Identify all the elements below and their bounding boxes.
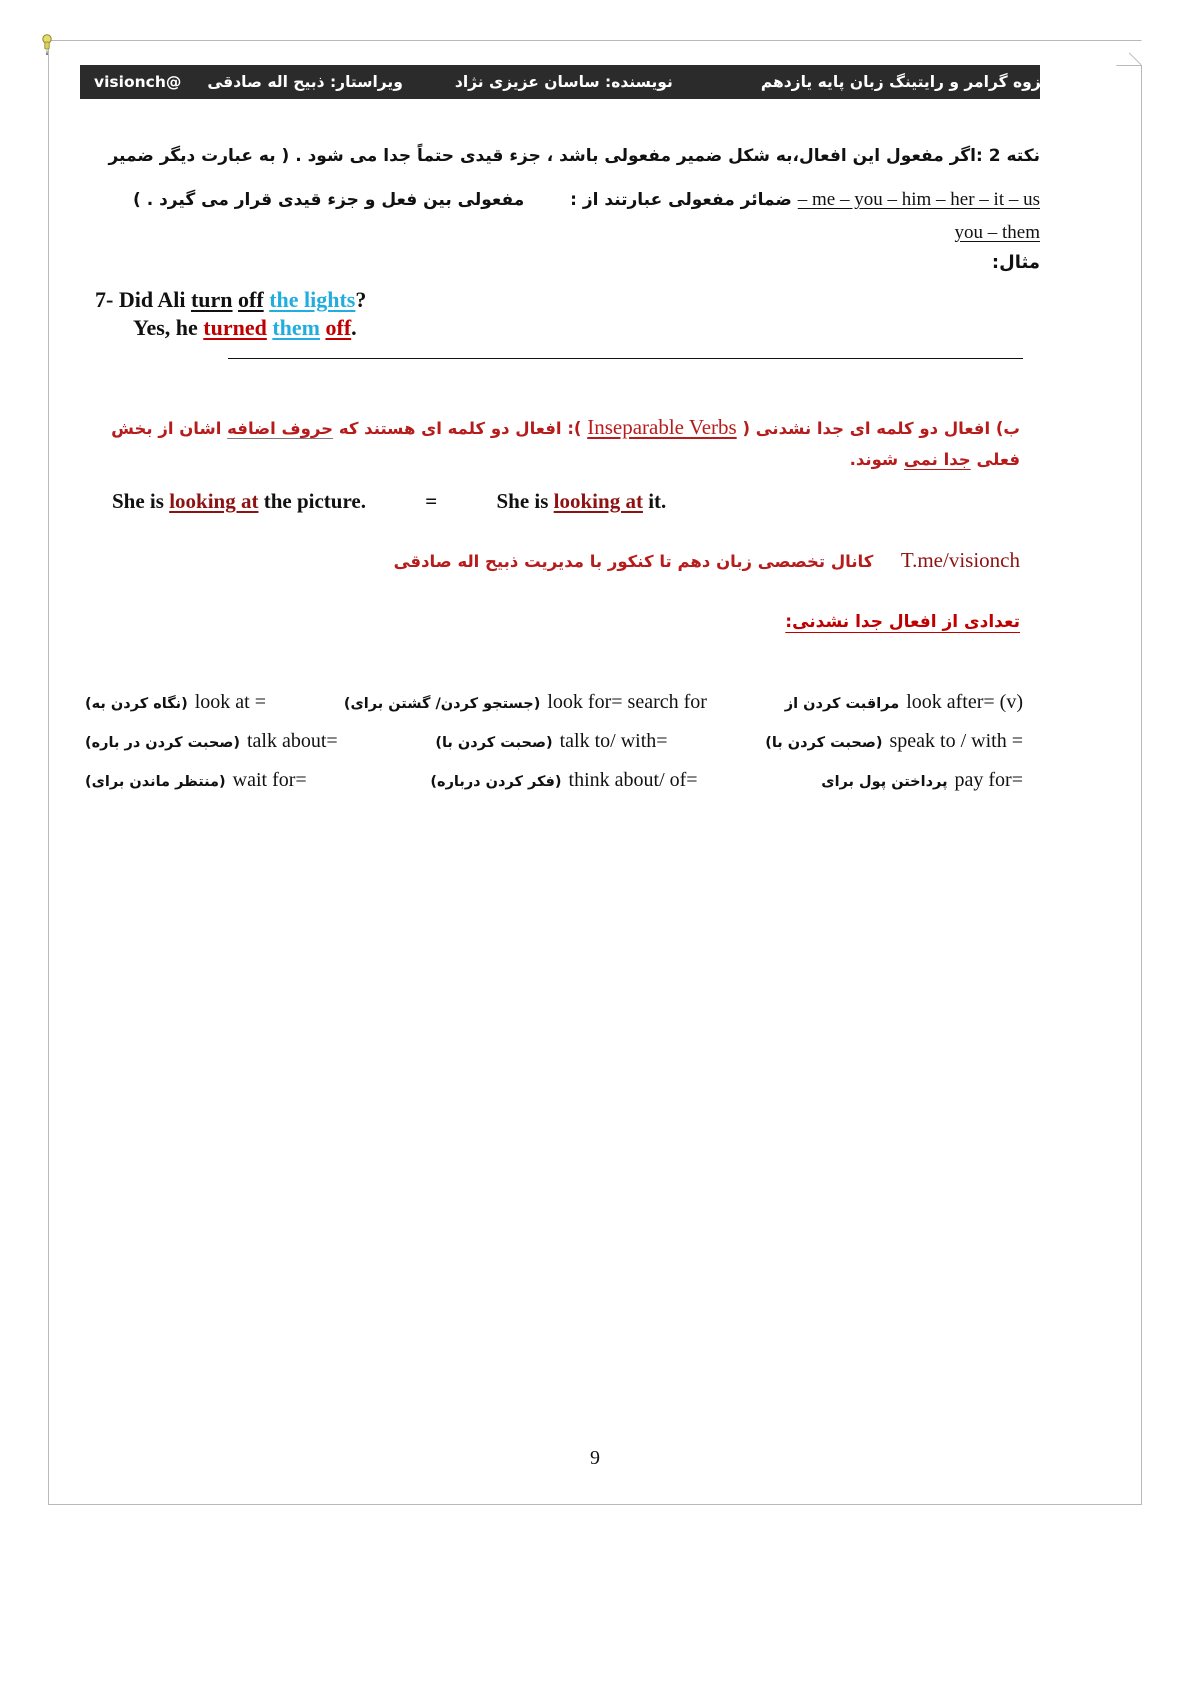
vocabulary-entry (85, 730, 338, 753)
example-7-a-particle: off (325, 315, 352, 340)
inseparable-paragraph-line2 (600, 450, 1020, 469)
verbs-list-heading-text: تعدادی از افعال جدا نشدنی: (785, 612, 1020, 632)
vocabulary-term: look after= (v) (906, 691, 1023, 713)
vocabulary-entry (765, 730, 1023, 753)
telegram-url[interactable]: T.me/visionch (900, 548, 1020, 572)
looking-left-subject: She is (112, 489, 164, 513)
inseparable-line1-part1: ب) افعال دو کلمه ای جدا نشدنی ( (742, 419, 1020, 438)
vocabulary-row (85, 769, 1023, 803)
inseparable-line2-part1: فعلی (976, 450, 1020, 469)
example-7-question (95, 287, 366, 313)
note2-line2 (110, 186, 1040, 214)
inseparable-verbs-term: Inseparable Verbs (587, 415, 737, 439)
vocabulary-entry (435, 730, 667, 753)
note2-line1: نکته 2 :اگر مفعول این افعال،به شکل ضمیر مفعولی باشد ، جزء قیدی حتماً جدا می شود . ( به عبارت دیگر ضمیر (108, 146, 1040, 166)
example-7-a-mark: . (351, 315, 357, 340)
note2-pronouns-line2-wrap (700, 222, 1040, 244)
inseparable-prepositions-phrase: حروف اضافه (227, 419, 334, 438)
vocabulary-gloss: پرداختن پول برای (821, 774, 948, 790)
push-pin-icon (40, 34, 54, 56)
inseparable-paragraph-line1 (95, 412, 1020, 444)
looking-right-subject: She is (496, 489, 549, 513)
example-7-q-subject: Did Ali (118, 287, 186, 312)
looking-equals-sign: = (425, 489, 438, 513)
vocabulary-gloss: (نگاه کردن به) (85, 696, 188, 712)
note2-pronouns-intro: ضمائر مفعولی عبارتند از : (570, 190, 792, 210)
vocabulary-entry (85, 769, 307, 792)
vocabulary-term: pay for= (954, 769, 1023, 791)
section-divider (228, 358, 1023, 359)
looking-at-example (112, 489, 666, 514)
vocabulary-gloss: (فکر کردن درباره) (430, 774, 562, 790)
example-7-q-particle: off (238, 287, 264, 312)
inseparable-line2-emph: جدا نمی (903, 450, 971, 469)
vocabulary-term: talk about= (246, 730, 338, 752)
vocabulary-term: look at = (194, 691, 267, 713)
header-channel-handle: @visionch (94, 73, 182, 91)
vocabulary-term: think about/ of= (568, 769, 698, 791)
vocabulary-gloss: (صحبت کردن در باره) (85, 735, 240, 751)
vocabulary-entry (85, 691, 266, 714)
object-pronouns-line1: me – you – him – her – it – us – (797, 189, 1040, 210)
page-number: 9 (590, 1447, 600, 1469)
vocabulary-gloss: (منتظر ماندن برای) (85, 774, 226, 790)
looking-right-object: it. (648, 489, 667, 513)
vocabulary-term: talk to/ with= (559, 730, 668, 752)
example-7-number: 7- (95, 287, 114, 312)
vocabulary-term: look for= search for (547, 691, 707, 713)
example-7-answer (133, 315, 357, 341)
inseparable-line2-part2: شوند. (849, 450, 899, 469)
verbs-list-heading (640, 612, 1020, 632)
inseparable-line1-part2: ): افعال دو کلمه ای هستند که (338, 419, 582, 438)
note2-line2-text: مفعولی بین فعل و جزء قیدی قرار می گیرد . ) (133, 190, 525, 210)
vocabulary-term: speak to / with = (889, 730, 1023, 752)
page-corner-fold (1116, 40, 1142, 66)
vocabulary-term: wait for= (232, 769, 307, 791)
looking-left-object: the picture. (263, 489, 366, 513)
example-7-a-verb: turned (203, 315, 267, 340)
header-title: جزوه گرامر و رایتینگ زبان پایه یازدهم (760, 73, 1053, 91)
example-7-q-object: the lights (269, 287, 356, 312)
vocabulary-entry (821, 769, 1023, 792)
vocabulary-gloss: (صحبت کردن با) (765, 735, 883, 751)
vocabulary-gloss: مراقبت کردن از (784, 696, 900, 712)
inseparable-line1-part3: اشان از بخش (111, 419, 222, 438)
vocabulary-gloss: (صحبت کردن با) (435, 735, 553, 751)
vocabulary-row (85, 691, 1023, 725)
telegram-promo-text: کانال تخصصی زبان دهم تا کنکور با مدیریت ذبیح اله صادقی (393, 552, 874, 571)
example-7-q-mark: ? (355, 287, 367, 312)
object-pronouns-line2: you – them (954, 222, 1040, 243)
vocabulary-entry (785, 691, 1023, 714)
vocabulary-row (85, 730, 1023, 764)
vocabulary-entry (430, 769, 697, 792)
vocabulary-entry (344, 691, 707, 714)
header-author: نویسنده: ساسان عزیزی نژاد (454, 73, 673, 91)
header-editor: ویراستار: ذبیح اله صادقی (207, 73, 403, 91)
example-7-a-pronoun: them (272, 315, 320, 340)
document-header-banner (80, 65, 1053, 99)
looking-right-phrase: looking at (553, 489, 643, 513)
example-label: مثال: (991, 252, 1040, 273)
example-7-q-verb: turn (190, 287, 233, 312)
telegram-promo-line (330, 548, 1020, 573)
vocabulary-gloss: (جستجو کردن/ گشتن برای) (343, 696, 541, 712)
looking-left-phrase: looking at (169, 489, 259, 513)
example-7-a-subject: Yes, he (133, 315, 198, 340)
